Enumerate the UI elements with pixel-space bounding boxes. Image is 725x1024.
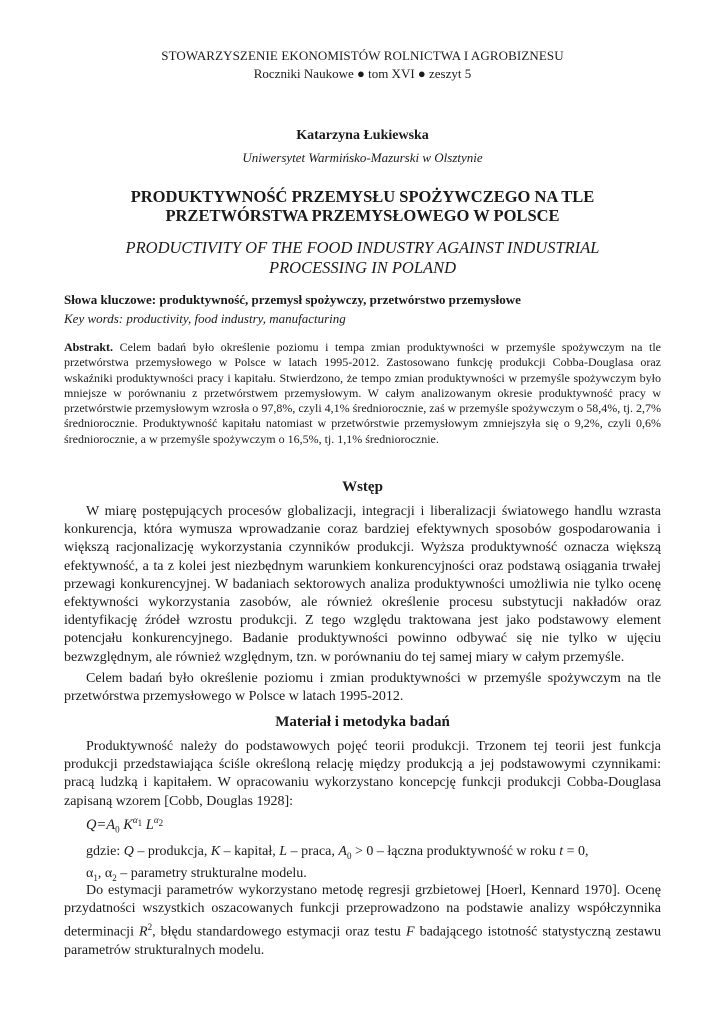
title-polish: PRODUKTYWNOŚĆ PRZEMYSŁU SPOŻYWCZEGO NA TLE PRZETWÓRSTWA PRZEMYSŁOWEGO W POLSCE	[130, 187, 595, 225]
paragraph-intro-2: Celem badań było określenie poziomu i zmian produktywności w przemyśle spożywczym na tle przetwórstwa przemysłowego w Polsce w latach 1995-2012.	[64, 671, 661, 705]
formula-a-sub: 0	[115, 824, 120, 835]
paragraph-methods-2: Do estymacji parametrów wykorzystano metodę regresji grzbietowej [Hoerl, Kennard 1970]. Ocenę przydatności wszystkich oszacowanych funkcji przeprowadzono na podstawie analizy współczynnika determinacji $R^2$, błędu standardowego estymacji oraz testu F badającego istotność statystyczną zestawu parametrów strukturalnych modelu.	[64, 883, 662, 959]
formula-l-exp: α2	[153, 815, 164, 828]
abstract-text: Celem badań było określenie poziomu i tempa zmian produktywności w przemyśle spożywczym na tle przetwórstwa przemysłowego w Polsce w latach 1995-2012. Zastosowano funkcję produkcji Cobba-Douglasa oraz wskaźniki produktywności pracy i kapitału. Stwierdzono, że tempo zmian produktywności w przemyśle spożywczym było mniejsze w porównaniu z przetwórstwem przemysłowym. W całym analizowanym okresie produktywność pracy w przetwórstwie przemysłowym wzrosła o 97,8%, czyli 4,1% średniorocznie, zaś w przemyśle spożywczym o 58,4%, tj. 2,7% średniorocznie. Produktywność kapitału natomiast w przetwórstwie przemysłowym zmniejszyła się o 9,2%, czyli 0,6% średniorocznie, a w przemyśle spożywczym o 16,5%, tj. 1,1% średniorocznie.	[64, 340, 661, 446]
title-english: PRODUCTIVITY OF THE FOOD INDUSTRY AGAINST INDUSTRIAL PROCESSING IN POLAND	[125, 238, 600, 277]
formula-k: K	[123, 816, 133, 833]
author-affiliation: Uniwersytet Warmińsko-Mazurski w Olsztynie	[242, 150, 483, 165]
keywords-english: Key words: productivity, food industry, manufacturing	[64, 311, 346, 326]
formula-l: L	[145, 816, 154, 833]
formula-lhs: Q=A	[86, 816, 116, 833]
paragraph-methods-1: Produktywność należy do podstawowych pojęć teorii produkcji. Trzonem tej teorii jest funkcja produkcji przedstawiająca ściśle określoną relację między produkcją a jej podstawowymi czynnikami: pracą ludzką i kapitałem. W opracowaniu wykorzystano koncepcję funkcji produkcji Cobba-Douglasa zapisaną wzorem [Cobb, Douglas 1928]:	[64, 739, 661, 809]
author-name: Katarzyna Łukiewska	[296, 128, 429, 143]
keywords-polish: Słowa kluczowe: produktywność, przemysł spożywczy, przetwórstwo przemysłowe	[64, 292, 521, 307]
formula-k-exp: α1	[132, 815, 143, 828]
cobb-douglas-formula	[86, 815, 163, 835]
journal-series: Roczniki Naukowe ● tom XVI ● zeszyt 5	[253, 66, 472, 81]
section-heading-introduction: Wstęp	[342, 479, 383, 495]
journal-association: STOWARZYSZENIE EKONOMISTÓW ROLNICTWA I AGROBIZNESU	[161, 48, 564, 63]
formula-legend: gdzie: Q – produkcja, K – kapitał, L – praca, $A_0 > 0$ – łączna produktywność w roku t = 0, $\alpha_1$, $\alpha_2$ – parametry strukturalne modelu.	[86, 844, 589, 883]
section-heading-methods: Materiał i metodyka badań	[275, 714, 450, 730]
abstract	[64, 340, 661, 447]
abstract-label: Abstrakt.	[64, 340, 114, 354]
paragraph-intro-1: W miarę postępujących procesów globalizacji, integracji i liberalizacji światowego handlu wzrasta konkurencja, która wymusza wprowadzanie coraz bardziej efektywnych sposobów gospodarowania i większą racjonalizację wykorzystania czynników produkcji. Wyższa produktywność oznacza większą efektywność, a ta z kolei jest niezbędnym warunkiem konkurencyjności oraz podstawą osiągania trwałej przewagi konkurencyjnej. W badaniach sektorowych analiza produktywności umożliwia nie tylko ocenę efektywności wykorzystania zasobów, ale również określenie procesu substytucji nakładów oraz identyfikację źródeł wzrostu produkcji. Z tego względu traktowana jest jako podstawowy element potencjału konkurencyjnego. Badanie produktywności powinno odbywać się nie tylko w ujęciu bezwzględnym, ale również względnym, tzn. w porównaniu do tej samej miary w całym przemyśle.	[64, 504, 661, 665]
